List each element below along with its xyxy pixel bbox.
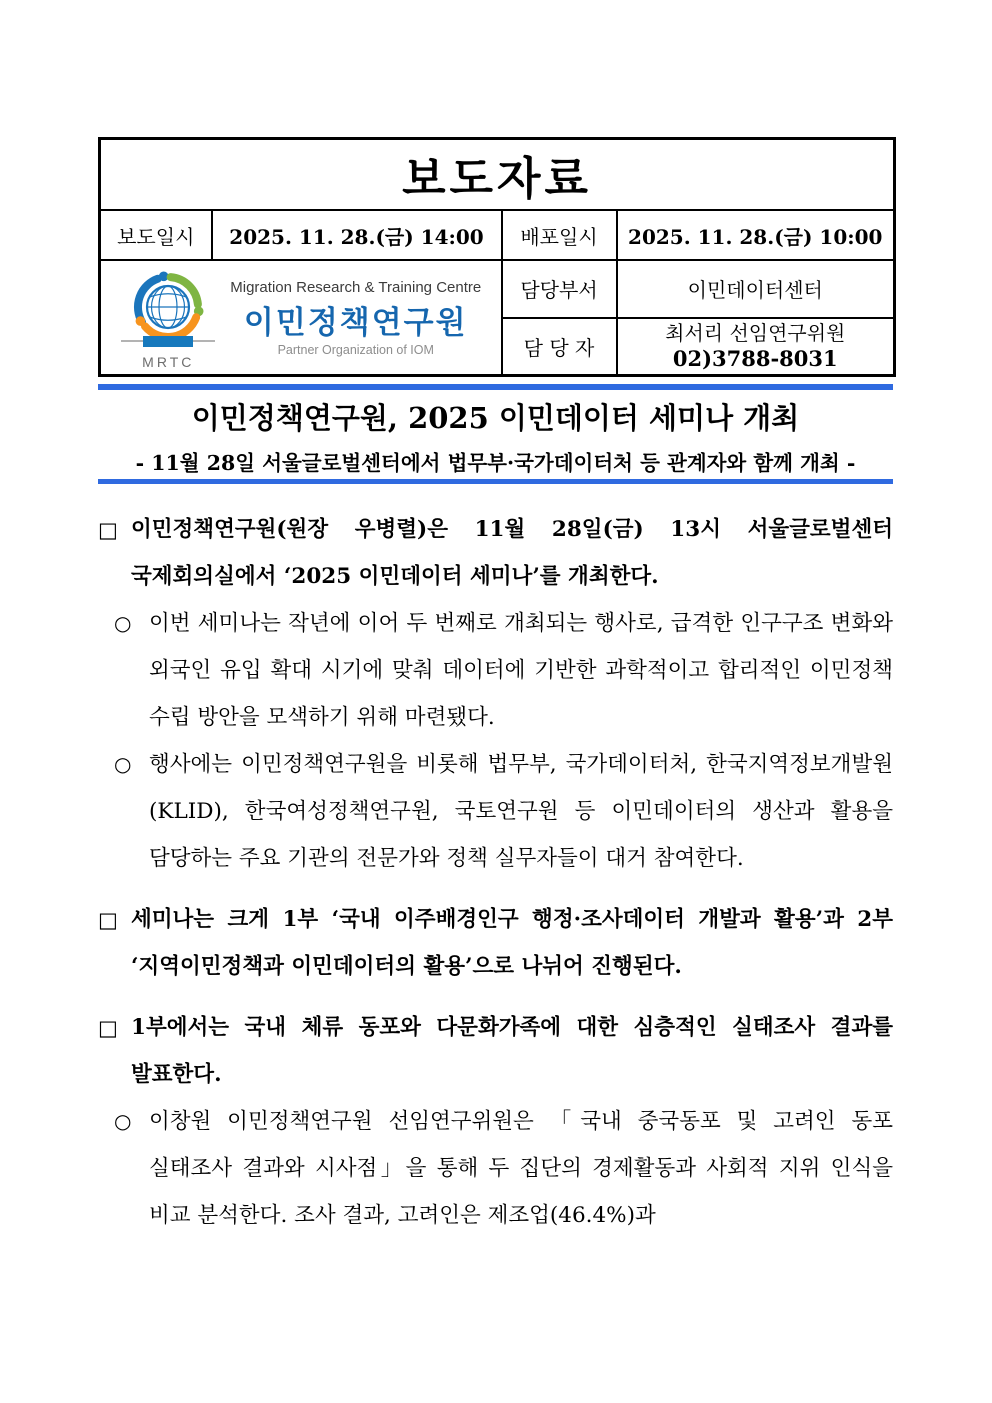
- paragraph-text: 1부에서는 국내 체류 동포와 다문화가족에 대한 심층적인 실태조사 결과를 발표한다.: [131, 1015, 893, 1087]
- contact-value: [617, 318, 895, 376]
- paragraph-bullet: ○: [114, 752, 132, 776]
- mrtc-acronym-label: MRTC: [142, 354, 195, 370]
- paragraph-bullet: □: [98, 517, 118, 542]
- body-paragraph: [98, 600, 893, 741]
- paragraph-text: 행사에는 이민정책연구원을 비롯해 법무부, 국가데이터처, 한국지역정보개발원(KLID), 한국여성정책연구원, 국토연구원 등 이민데이터의 생산과 활용을 담당하는 주요 기관의 전문가와 정책 실무자들이 대거 참여한다.: [149, 752, 893, 871]
- contact-phone: 02)3788-8031: [672, 345, 838, 371]
- distribution-datetime-value: 2025. 11. 28.(금) 10:00: [617, 210, 895, 260]
- doc-type-title: 보도자료: [100, 139, 895, 211]
- headline-subtitle: - 11월 28일 서울글로벌센터에서 법무부·국가데이터처 등 관계자와 함께 개최 -: [135, 451, 856, 475]
- dept-value: 이민데이터센터: [617, 260, 895, 318]
- dept-label: 담당부서: [502, 260, 617, 318]
- paragraph-text: 세미나는 크게 1부 ‘국내 이주배경인구 행정·조사데이터 개발과 활용’과 2부 ‘지역이민정책과 이민데이터의 활용’으로 나뉘어 진행된다.: [131, 907, 893, 979]
- body-paragraph: [98, 741, 893, 882]
- paragraph-bullet: □: [98, 907, 118, 932]
- body-paragraph: [98, 1098, 893, 1239]
- paragraph-text: 이창원 이민정책연구원 선임연구위원은 「국내 중국동포 및 고려인 동포 실태조사 결과와 시사점」을 통해 두 집단의 경제활동과 사회적 지위 인식을 비교 분석한다. 조사 결과, 고려인은 제조업(46.4%)과: [149, 1109, 893, 1228]
- org-name-korean: 이민정책연구원: [243, 304, 468, 340]
- mrtc-globe-logo-icon: [120, 265, 216, 349]
- paragraph-bullet: ○: [114, 611, 132, 635]
- body-content: [98, 506, 893, 1239]
- contact-label: 담 당 자: [502, 318, 617, 376]
- headline-top-rule: [98, 384, 893, 390]
- org-name-english: Migration Research & Training Centre: [230, 278, 482, 296]
- paragraph-bullet: □: [98, 1015, 118, 1040]
- paragraph-bullet: ○: [114, 1109, 132, 1133]
- contact-name: 최서리 선임연구위원: [665, 320, 846, 345]
- paragraph-text: 이민정책연구원(원장 우병렬)은 11월 28일(금) 13시 서울글로벌센터 국제회의실에서 ‘2025 이민데이터 세미나’를 개최한다.: [131, 517, 893, 589]
- release-datetime-value: 2025. 11. 28.(금) 14:00: [212, 210, 502, 260]
- headline-title: 이민정책연구원, 2025 이민데이터 세미나 개최: [191, 401, 800, 435]
- body-paragraph: [98, 506, 893, 600]
- headline-bottom-rule: [98, 479, 893, 484]
- body-paragraph: [98, 896, 893, 990]
- org-partner-line: Partner Organization of IOM: [277, 342, 434, 357]
- release-datetime-label: 보도일시: [100, 210, 212, 260]
- org-logo: [100, 260, 502, 376]
- body-paragraph: [98, 1004, 893, 1098]
- distribution-datetime-label: 배포일시: [502, 210, 617, 260]
- paragraph-text: 이번 세미나는 작년에 이어 두 번째로 개최되는 행사로, 급격한 인구구조 변화와 외국인 유입 확대 시기에 맞춰 데이터에 기반한 과학적이고 합리적인 이민정책 수립 방안을 모색하기 위해 마련됐다.: [149, 611, 893, 730]
- header-table: [98, 137, 896, 377]
